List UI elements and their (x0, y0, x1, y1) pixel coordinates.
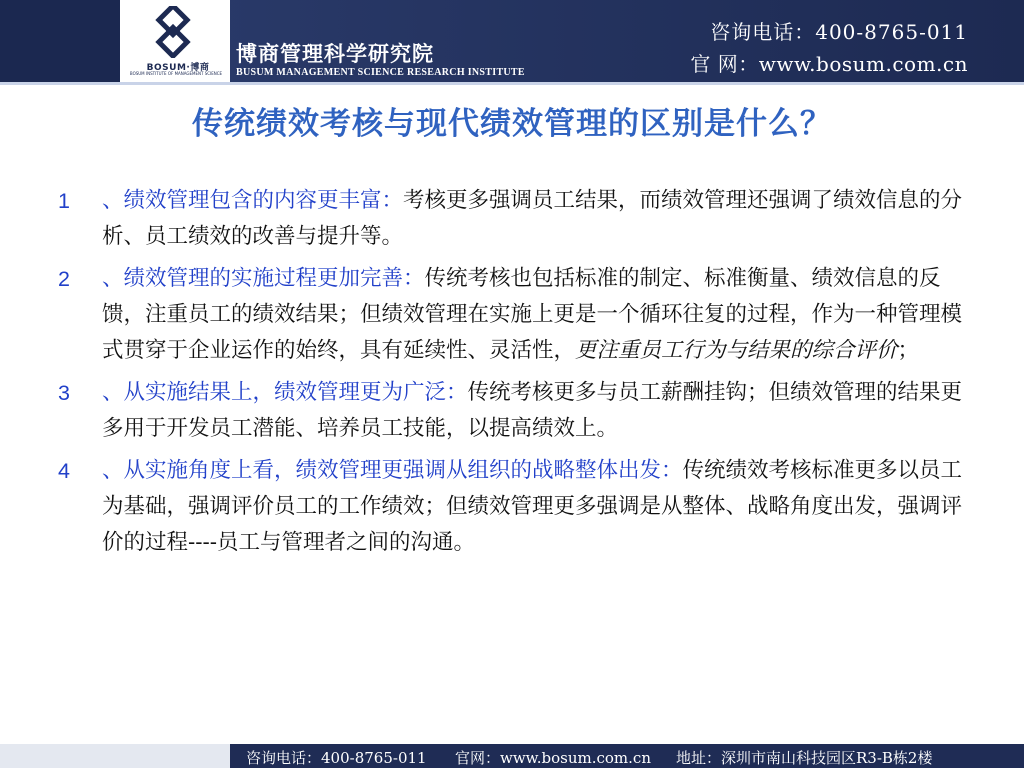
item-text: 传统绩效考核标准更多以员工为基础，强调评价员工的工作绩效；但绩效管理更多强调是从整体、战略角度出发，强调评价的过程----员工与管理者之间的沟通。 (102, 458, 963, 555)
bosum-logo-icon (150, 6, 200, 58)
header-phone: 咨询电话：400-8765-011 (710, 20, 968, 44)
item-tail: ； (897, 338, 920, 363)
item-lead: 、从实施结果上，绩效管理更为广泛： (102, 380, 468, 405)
footer-phone: 咨询电话：400-8765-011 (246, 749, 427, 767)
content-list (58, 183, 966, 567)
slide-title: 传统绩效考核与现代绩效管理的区别是什么？ (192, 106, 832, 142)
item-lead: 、绩效管理的实施过程更加完善： (102, 266, 425, 291)
item-lead: 、绩效管理包含的内容更丰富： (102, 188, 404, 213)
list-item (58, 261, 966, 369)
list-item (58, 453, 966, 561)
logo (120, 0, 230, 82)
item-text: 考核更多强调员工结果，而绩效管理还强调了绩效信息的分析、员工绩效的改善与提升等。 (102, 188, 963, 249)
item-text: 传统考核更多与员工薪酬挂钩；但绩效管理的结果更多用于开发员工潜能、培养员工技能，以提高绩效上。 (102, 380, 963, 441)
item-number: 1 (58, 189, 70, 213)
list-item (58, 183, 966, 255)
logo-subtext: BOSUM INSTITUTE OF MANAGEMENT SCIENCE (129, 71, 223, 76)
item-emphasis: 更注重员工行为与结果的综合评价 (575, 338, 898, 363)
footer-website: 官网：www.bosum.com.cn (455, 749, 651, 767)
brand-name-cn: 博商管理科学研究院 (236, 41, 434, 66)
header-website: 官 网：www.bosum.com.cn (690, 52, 968, 76)
header-divider (0, 82, 1024, 85)
brand-name-en: BUSUM MANAGEMENT SCIENCE RESEARCH INSTITUTE (236, 67, 525, 78)
item-number: 4 (58, 459, 70, 483)
footer-address: 地址：深圳市南山科技园区R3-B栋2楼 (676, 749, 933, 767)
item-text: 传统考核也包括标准的制定、标准衡量、绩效信息的反馈，注重员工的绩效结果；但绩效管理在实施上更是一个循环往复的过程，作为一种管理模式贯穿于企业运作的始终，具有延续性、灵活性， (102, 266, 963, 363)
header-bar (0, 0, 1024, 82)
item-number: 2 (58, 267, 70, 291)
item-number: 3 (58, 381, 70, 405)
list-item (58, 375, 966, 447)
item-lead: 、从实施角度上看，绩效管理更强调从组织的战略整体出发： (102, 458, 683, 483)
logo-text: BOSUM·博商 (146, 63, 210, 73)
header-left-stripe (0, 0, 120, 82)
